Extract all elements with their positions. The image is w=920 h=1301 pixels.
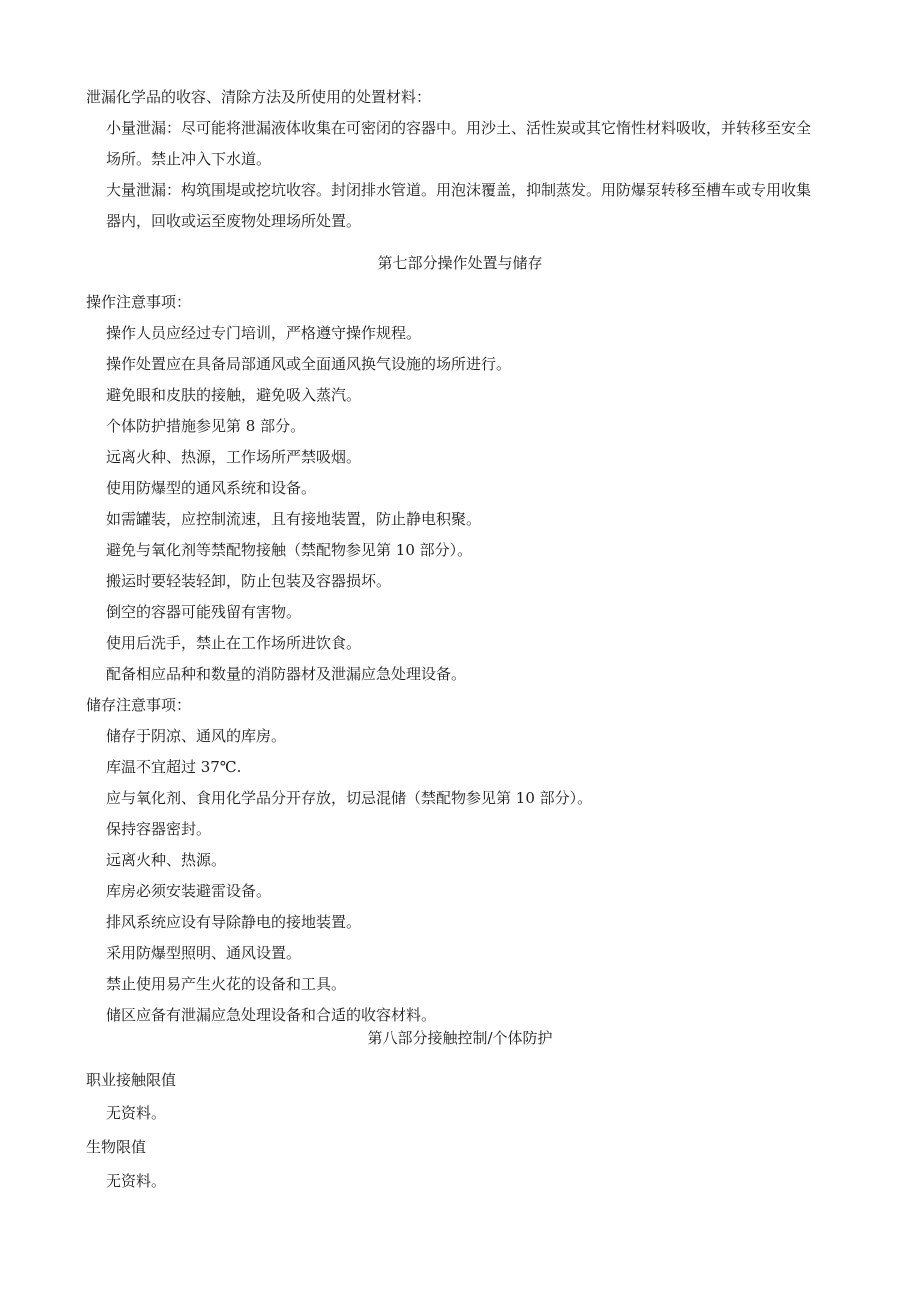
section7-title: 第七部分操作处置与储存 [377,254,543,272]
large-spill-line-2: 器内，回收或运至废物处理场所处置。 [106,212,362,230]
oel-heading: 职业接触限值 [86,1071,177,1089]
section8-title: 第八部分接触控制/个体防护 [367,1029,553,1047]
bio-limit-heading: 生物限值 [86,1138,147,1156]
large-spill-line-1: 大量泄漏：构筑围堤或挖坑收容。封闭排水管道。用泡沫覆盖，抑制蒸发。用防爆泵转移至槽车或专用收集 [106,181,812,199]
bio-limit-value: 无资料。 [106,1172,167,1190]
storage-item: 采用防爆型照明、通风设置。 [106,944,302,962]
oel-value: 无资料。 [106,1104,167,1122]
handling-item: 如需罐装，应控制流速，且有接地装置，防止静电积聚。 [106,510,482,528]
handling-item: 搬运时要轻装轻卸，防止包装及容器损坏。 [106,572,392,590]
storage-item: 保持容器密封。 [106,820,212,838]
handling-item: 使用后洗手，禁止在工作场所进饮食。 [106,634,362,652]
handling-item: 个体防护措施参见第 8 部分。 [106,417,306,435]
storage-item: 排风系统应设有导除静电的接地装置。 [106,913,362,931]
storage-item: 库温不宜超过 37℃. [106,758,242,776]
handling-item: 配备相应品种和数量的消防器材及泄漏应急处理设备。 [106,665,467,683]
handling-heading: 操作注意事项： [86,293,192,311]
small-spill-line-2: 场所。禁止冲入下水道。 [106,150,272,168]
storage-item: 储区应备有泄漏应急处理设备和合适的收容材料。 [106,1006,437,1024]
storage-item: 远离火种、热源。 [106,851,227,869]
storage-heading: 储存注意事项： [86,696,192,714]
storage-item: 储存于阴凉、通风的库房。 [106,727,287,745]
storage-item: 禁止使用易产生火花的设备和工具。 [106,975,347,993]
storage-item: 应与氧化剂、食用化学品分开存放，切忌混储（禁配物参见第 10 部分）。 [106,789,593,807]
spill-heading: 泄漏化学品的收容、清除方法及所使用的处置材料： [86,88,432,106]
handling-item: 使用防爆型的通风系统和设备。 [106,479,317,497]
handling-item: 避免与氧化剂等禁配物接触（禁配物参见第 10 部分）。 [106,541,473,559]
handling-item: 避免眼和皮肤的接触，避免吸入蒸汽。 [106,386,362,404]
storage-item: 库房必须安装避雷设备。 [106,882,272,900]
handling-item: 倒空的容器可能残留有害物。 [106,603,302,621]
small-spill-line-1: 小量泄漏：尽可能将泄漏液体收集在可密闭的容器中。用沙土、活性炭或其它惰性材料吸收，并转移至安全 [106,119,812,137]
handling-item: 操作人员应经过专门培训，严格遵守操作规程。 [106,324,422,342]
handling-item: 操作处置应在具备局部通风或全面通风换气设施的场所进行。 [106,355,512,373]
handling-item: 远离火种、热源，工作场所严禁吸烟。 [106,448,362,466]
